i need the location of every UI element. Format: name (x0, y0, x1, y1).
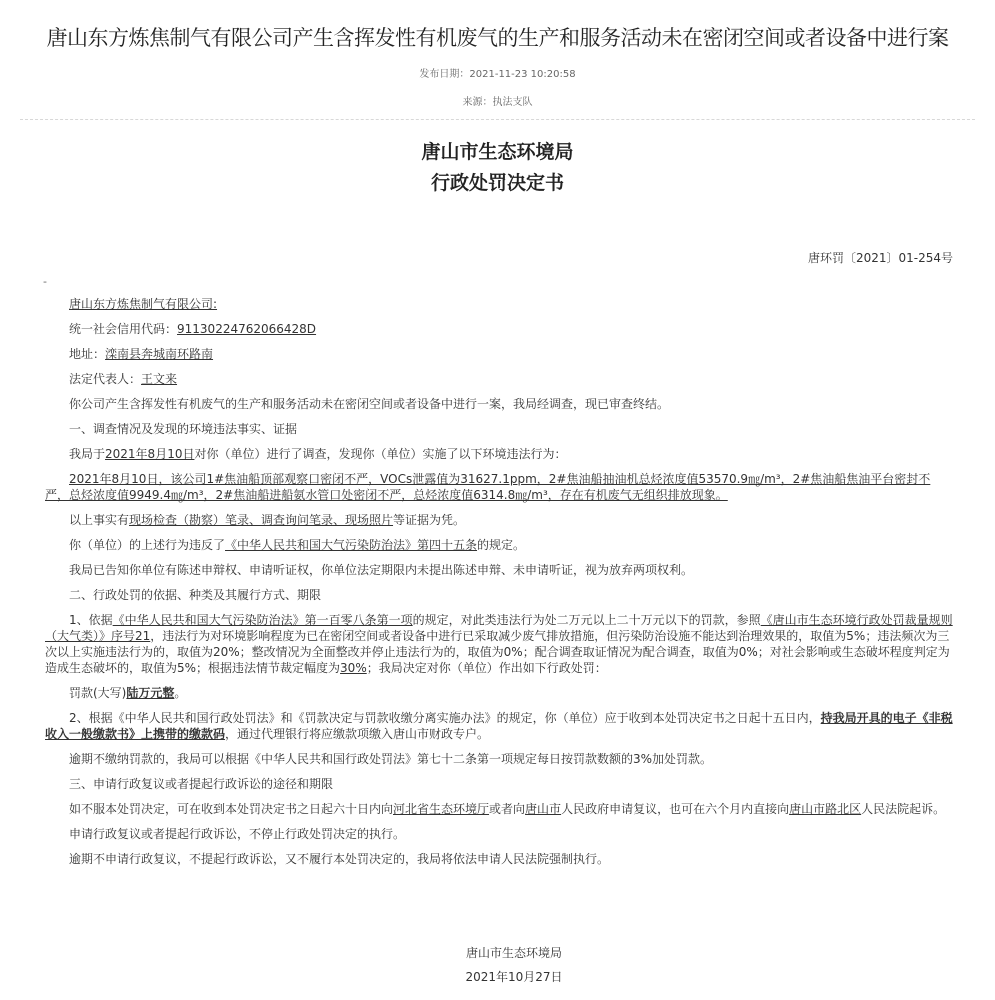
payment-paragraph: 2、根据《中华人民共和国行政处罚法》和《罚款决定与罚款收缴分离实施办法》的规定，你（单位）应于收到本处罚决定书之日起十五日内，持我局开具的电子《非税收入一般缴款书》上携带的缴款码，通过代理银行将应缴款项缴入唐山市财政专户。 (45, 711, 953, 741)
rep-value: 王文来 (141, 372, 178, 386)
address-label: 地址： (69, 347, 106, 361)
intro-paragraph: 你公司产生含挥发性有机废气的生产和服务活动未在密闭空间或者设备中进行一案，我局经调查，现已审查终结。 (69, 397, 670, 411)
party-credit (45, 321, 953, 337)
appeal-city: 唐山市 (525, 802, 562, 816)
signature-org: 唐山市生态环境局 (465, 946, 562, 960)
document-heading (0, 137, 995, 199)
fine-amount: 陆万元整 (126, 686, 175, 700)
org-name: 唐山市生态环境局 (421, 141, 574, 163)
facts-text: 2021年8月10日，该公司1#焦油船顶部观察口密闭不严，VOCs泄露值为31627.1ppm，2#焦油船抽油机总烃浓度值53570.9㎎/m³，2#焦油船焦油平台密封不严，总烃浓度值9949.4㎎/m³，2#焦油船进船氨水管口处密闭不严，总烃浓度值6314.8㎎/m³，存在有机废气无组织排放现象。 (45, 472, 931, 502)
late-fee-paragraph: 逾期不缴纳罚款的，我局可以根据《中华人民共和国行政处罚法》第七十二条第一项规定每日按罚款数额的3%加处罚款。 (69, 752, 713, 766)
publish-date: 发布日期：2021-11-23 10:20:58 (419, 69, 576, 80)
company-name: 唐山东方炼焦制气有限公司: (69, 297, 218, 311)
document-body (45, 296, 953, 876)
evidence-list: 现场检查（勘察）笔录、调查询问笔录、现场照片 (129, 513, 394, 527)
violation-paragraph: 你（单位）的上述行为违反了《中华人民共和国大气污染防治法》第四十五条的规定。 (69, 538, 526, 552)
section-1-title: 一、调查情况及发现的环境违法事实、证据 (69, 422, 298, 436)
investigation-date: 2021年8月10日 (105, 447, 195, 461)
payment-method: 持我局开具的电子《非税收入一般缴款书》上携带的缴款码 (45, 711, 953, 741)
appeal-court: 唐山市路北区 (789, 802, 862, 816)
divider (20, 119, 975, 120)
basis-rule: 《唐山市生态环境行政处罚裁量规则（大气类）》序号21 (45, 613, 953, 643)
fine-paragraph: 罚款(大写)陆万元整。 (69, 686, 187, 700)
violated-law: 《中华人民共和国大气污染防治法》第四十五条 (225, 538, 478, 552)
address-value: 滦南县奔城南环路南 (105, 347, 214, 361)
basis-law: 《中华人民共和国大气污染防治法》第一百零八条第一项 (112, 613, 413, 627)
basis-rate: 30% (340, 661, 367, 675)
party-address (45, 346, 953, 362)
section-2-title: 二、行政处罚的依据、种类及其履行方式、期限 (69, 588, 322, 602)
party-rep (45, 371, 953, 387)
evidence-paragraph: 以上事实有现场检查（勘察）笔录、调查询问笔录、现场照片等证据为凭。 (69, 513, 466, 527)
doc-type: 行政处罚决定书 (430, 172, 564, 194)
facts-paragraph (45, 471, 953, 503)
no-stop-paragraph: 申请行政复议或者提起行政诉讼，不停止行政处罚决定的执行。 (69, 827, 406, 841)
party-company (45, 296, 953, 312)
appeal-paragraph: 如不服本处罚决定，可在收到本处罚决定书之日起六十日内向河北省生态环境厅或者向唐山市人民政府申请复议，也可在六个月内直接向唐山市路北区人民法院起诉。 (69, 802, 946, 816)
source-label: 来源：执法支队 (462, 97, 533, 108)
separator-dash: - (43, 275, 47, 288)
rep-label: 法定代表人： (69, 372, 142, 386)
investigation-paragraph: 我局于2021年8月10日对你（单位）进行了调查，发现你（单位）实施了以下环境违法行为： (69, 447, 567, 461)
section-3-title: 三、申请行政复议或者提起行政诉讼的途径和期限 (69, 777, 334, 791)
document-number: 唐环罚〔2021〕01-254号 (807, 251, 953, 265)
page-title: 唐山东方炼焦制气有限公司产生含挥发性有机废气的生产和服务活动未在密闭空间或者设备中进行案 (46, 26, 949, 50)
credit-code: 91130224762066428D (177, 322, 317, 336)
enforcement-paragraph: 逾期不申请行政复议，不提起行政诉讼，又不履行本处罚决定的，我局将依法申请人民法院强制执行。 (69, 852, 610, 866)
credit-label: 统一社会信用代码： (69, 322, 178, 336)
basis-paragraph: 1、依据《中华人民共和国大气污染防治法》第一百零八条第一项的规定，对此类违法行为处二万元以上二十万元以下的罚款，参照《唐山市生态环境行政处罚裁量规则（大气类）》序号21，违法行为对环境影响程度为已在密闭空间或者设备中进行已采取减少废气排放措施，但污染防治设施不能达到治理效果的，取值为5%；违法频次为三次以上实施违法行为的，取值为20%；整改情况为全面整改并停止违法行为的，取值为0%；配合调查取证情况为配合调查，取值为0%；对社会影响或生态破坏程度判定为造成生态破坏的，取值为5%；根据违法情节裁定幅度为30%；我局决定对你（单位）作出如下行政处罚： (45, 613, 953, 675)
appeal-agency: 河北省生态环境厅 (393, 802, 490, 816)
notice-paragraph: 我局已告知你单位有陈述申辩权、申请听证权，你单位法定期限内未提出陈述申辩、未申请听证，视为放弃两项权利。 (69, 563, 694, 577)
signature-date: 2021年10月27日 (465, 970, 563, 984)
